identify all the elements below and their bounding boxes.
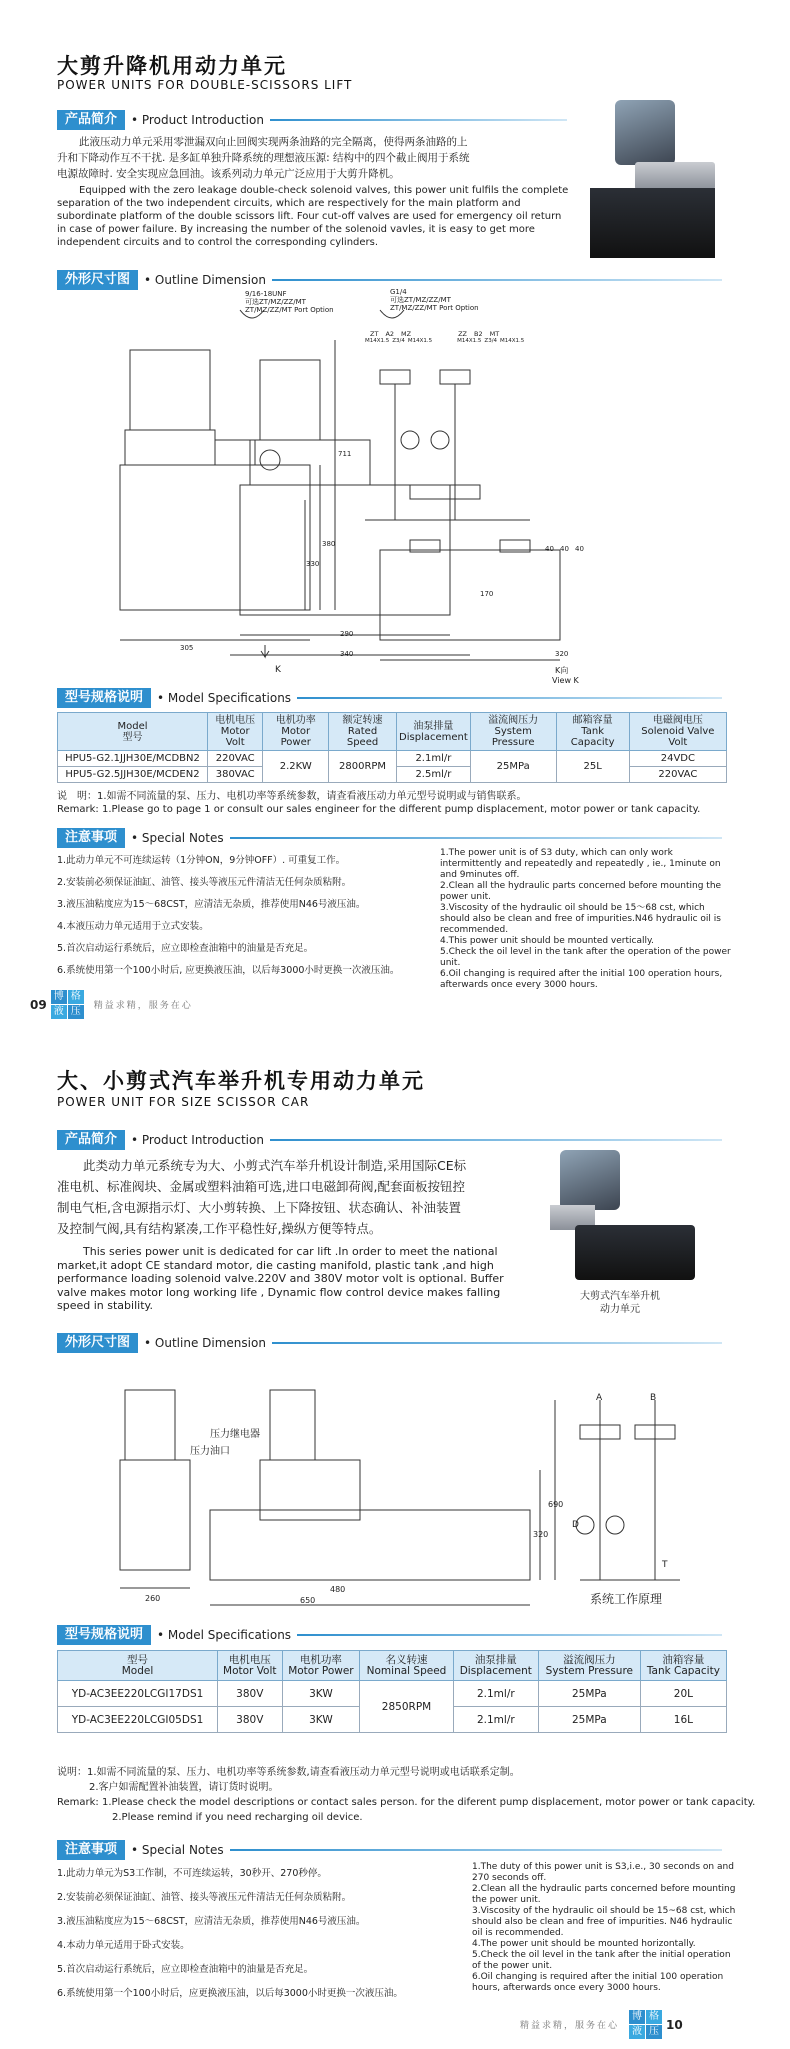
header-text: 额定转速 [342, 715, 383, 726]
dim-label: 690 [548, 1500, 564, 1509]
cell-disp: 2.1ml/r [453, 1707, 538, 1733]
section-tag-en: • Product Introduction [131, 113, 264, 127]
logo-char: 博 [51, 990, 67, 1004]
section1-title: 大剪升降机用动力单元 [57, 54, 287, 78]
cell-model: HPU5-G2.1JJH30E/MCDBN2 [58, 751, 208, 767]
cell-pressure: 25MPa [470, 751, 556, 783]
section-tag: 产品简介 [57, 1130, 125, 1150]
section2-spec-header [57, 1625, 722, 1645]
section1-notes-en [440, 848, 735, 991]
port-label: ZT/MZ/ZZ/MT Port Option [390, 304, 479, 312]
section-tag-en: • Model Specifications [157, 1628, 292, 1642]
cell-speed: 2800RPM [329, 751, 397, 783]
logo-char: 格 [68, 990, 84, 1004]
logo-char: 博 [629, 2010, 645, 2024]
header-text: 溢流阀压力 [563, 1653, 616, 1666]
motor-icon [431, 431, 449, 449]
company-logo [629, 2010, 662, 2039]
section-tag: 外形尺寸图 [57, 270, 138, 290]
intro-line: 电源故障时. 安全实现应急回油。该系列动力单元广泛应用于大剪升降机。 [57, 168, 400, 180]
cell-model: HPU5-G2.5JJH30E/MCDEN2 [58, 767, 208, 783]
section-tag-en: • Outline Dimension [144, 1336, 266, 1350]
valve-sublabel: Z3/4 [392, 338, 405, 344]
remark-en: 2.Please remind if you need recharging oil device. [112, 1812, 363, 1823]
divider [272, 279, 722, 281]
valve-sublabel: M14X1.5 [407, 338, 433, 344]
intro-line: 升和下降动作互不干扰. 是多缸单独升降系统的理想液压源: 结构中的四个截止阀用于系统 [57, 152, 470, 164]
section-tag: 注意事项 [57, 828, 125, 848]
section1-intro-cn [57, 134, 572, 182]
section1-intro-en: Equipped with the zero leakage double-check solenoid valves, this power unit fulfils the complete separation of the two independent circuits, which are respectively for the main platform and subordinate platform of the double scissors lift. Four cut-off valves are used for emergency oil return in case of power failure. By increasing the number of the solenoid vavles, it is easy to get more independent circuits and to control the corresponding cylinders. [57, 185, 569, 248]
valve-label: A2 [385, 330, 395, 338]
cell-valve: 220VAC [629, 767, 726, 783]
power-unit-photo [585, 100, 720, 260]
dim-label: 340 [340, 650, 354, 658]
valve-label: ZT [370, 330, 379, 338]
dim-label: 711 [338, 450, 352, 458]
dim-label: 480 [330, 1585, 346, 1594]
table-header-row [58, 1651, 727, 1681]
slogan: 精益求精，服务在心 [520, 2021, 620, 2031]
header-text: 电机功率 [275, 715, 316, 726]
hydraulic-schematic [365, 370, 530, 520]
note-item: 3.Viscosity of the hydraulic oil should be 15~68 cst, which should also be clean and free of impurities. N46 hydraulic oil is recommended. [472, 1906, 736, 1938]
intro-line: 此类动力单元系统专为大、小剪式汽车举升机设计制造,采用国际CE标 [83, 1158, 467, 1173]
caption-line: 动力单元 [600, 1304, 640, 1315]
cell-pressure: 25MPa [538, 1681, 640, 1707]
valve-sublabel: Z3/4 [484, 338, 498, 344]
section2-notes-header [57, 1840, 722, 1860]
cell-model: YD-AC3EE220LCGI17DS1 [58, 1681, 218, 1707]
note-item: 5.Check the oil level in the tank after the operation of the power unit. [440, 947, 731, 968]
section2-intro-header [57, 1130, 722, 1150]
car-lift-power-unit-photo [535, 1150, 700, 1285]
header-text: Motor Power [280, 726, 311, 748]
note-item: 1.The power unit is of S3 duty, which can only work intermittently and repeatedly and repeatedly , ie., 1minute on and 9minutes off. [440, 848, 721, 880]
cell-volt: 220VAC [208, 751, 263, 767]
cell-valve: 24VDC [629, 751, 726, 767]
logo-char: 压 [646, 2025, 662, 2039]
dim-label: 330 [306, 560, 320, 568]
note-item: 5.Check the oil level in the tank after the initial operation of the power unit. [472, 1950, 731, 1971]
intro-line: 制电气柜,含电源指示灯、大小剪转换、上下降按钮、状态确认、补油装置 [57, 1200, 461, 1215]
section1-spec-table [57, 712, 727, 783]
header-text: Rated Speed [346, 726, 379, 748]
dim-label: 40 [575, 545, 584, 553]
cell-tank: 25L [556, 751, 629, 783]
divider [297, 697, 722, 699]
port-label: 可选ZT/MZ/ZZ/MT [390, 296, 451, 304]
cell-speed: 2850RPM [360, 1681, 453, 1733]
intro-line: 准电机、标准阀块、金属或塑料油箱可选,进口电磁卸荷阀,配套面板按钮控 [57, 1179, 465, 1194]
intro-line: 及控制气阀,具有结构紧凑,工作平稳性好,操纵方便等特点。 [57, 1221, 382, 1236]
header-text: Displacement [459, 1664, 532, 1677]
dim-label: K [275, 665, 281, 675]
page-footer-09 [30, 990, 193, 1019]
header-text: 型号 [127, 1653, 148, 1666]
cell-disp: 2.5ml/r [397, 767, 471, 783]
port-label: 9/16-18UNF [245, 290, 287, 298]
page-number: 09 [30, 997, 47, 1012]
column-header [58, 1651, 218, 1681]
note-item: 4.The power unit should be mounted horizontally. [472, 1939, 696, 1949]
note-item: 6.系统使用第一个100小时后, 应更换液压油，以后每3000小时更换一次液压油。 [57, 965, 400, 976]
valve-label: B2 [474, 330, 483, 338]
tank-outline [210, 1510, 530, 1580]
motor-outline [130, 350, 210, 430]
note-item: 6.系统使用第一个100小时后，应更换液压油，以后每3000小时更换一次液压油。 [57, 1988, 403, 1999]
section1-remarks [57, 790, 747, 816]
note-item: 3.液压油粘度应为15～68CST，应清洁无杂质，推荐使用N46号液压油。 [57, 899, 366, 910]
cell-power: 3KW [282, 1681, 360, 1707]
section-tag: 注意事项 [57, 1840, 125, 1860]
note-item: 2.安装前必须保证油缸、油管、接头等液压元件清洁无任何杂质粘附。 [57, 877, 352, 888]
section2-notes-en [472, 1862, 742, 1994]
note-item: 6.Oil changing is required after the initial 100 operation hours, afterwards once every 3000 hours. [472, 1972, 724, 1993]
header-text: 油泵排量 [474, 1653, 517, 1666]
port-label: 可选ZT/MZ/ZZ/MT [245, 298, 306, 306]
header-text: 油泵排量 [413, 720, 454, 732]
section2-remarks [57, 1765, 757, 1825]
remark-en: Remark: 1.Please go to page 1 or consult our sales engineer for the different pump displacement, motor power or tank capacity. [57, 804, 701, 815]
note-item: 6.Oil changing is required after the initial 100 operation hours, afterwards once every 3000 hours. [440, 969, 723, 990]
cell-tank: 16L [640, 1707, 726, 1733]
column-header [360, 1651, 453, 1681]
column-header [218, 1651, 283, 1681]
fitting-icon [380, 310, 404, 318]
column-header [470, 713, 556, 751]
table-header-row [58, 713, 727, 751]
header-text: 型号 [122, 731, 143, 743]
valve-sublabel: M14X1.5 [500, 338, 525, 344]
logo-char: 液 [51, 1005, 67, 1019]
header-text: 油箱容量 [662, 1653, 705, 1666]
header-text: Motor Volt [220, 726, 250, 748]
remark-cn: 说 明：1.如需不同流量的泵、压力、电机功率等系统参数，请查看液压动力单元型号说明或与销售联系。 [57, 791, 527, 802]
header-text: 电机电压 [215, 715, 256, 726]
section1-subtitle: POWER UNITS FOR DOUBLE-SCISSORS LIFT [57, 78, 353, 92]
motor-outline [270, 1390, 315, 1460]
dim-label: 305 [180, 644, 194, 652]
section2-title: 大、小剪式汽车举升机专用动力单元 [57, 1069, 425, 1093]
column-header [629, 713, 726, 751]
page-number: 10 [666, 2017, 683, 2032]
header-text: Nominal Speed [366, 1664, 447, 1677]
remark-cn: 2.客户如需配置补油装置，请订货时说明。 [89, 1782, 279, 1793]
photo-caption [580, 1290, 660, 1316]
relay-label: 压力继电器 [210, 1429, 260, 1440]
valve-label: ZZ [458, 330, 467, 338]
column-header [453, 1651, 538, 1681]
section-tag: 产品简介 [57, 110, 125, 130]
section2-subtitle: POWER UNIT FOR SIZE SCISSOR CAR [57, 1095, 310, 1109]
section1-spec-header [57, 688, 722, 708]
dim-label: 40 [560, 545, 569, 553]
note-item: 1.此动力单元不可连续运转（1分钟ON，9分钟OFF）. 可重复工作。 [57, 855, 346, 866]
remark-en: Remark: 1.Please check the model descriptions or contact sales person. for the diferent pump displacement, motor power or tank capacity. [57, 1797, 756, 1808]
bottom-view [380, 550, 560, 640]
dim-label: 260 [145, 1594, 161, 1603]
section1-notes-cn [57, 850, 437, 982]
port-label: B [650, 1393, 657, 1403]
hydraulic-circuit [576, 1400, 680, 1580]
header-text: System Pressure [545, 1664, 633, 1677]
remark-cn: 说明：1.如需不同流量的泵、压力、电机功率等系统参数,请查看液压动力单元型号说明或电话联系定制。 [57, 1767, 520, 1778]
column-header [397, 713, 471, 751]
header-text: Model [117, 720, 148, 732]
header-text: Model [121, 1664, 154, 1677]
section-tag: 型号规格说明 [57, 688, 151, 708]
port-label: D [572, 1520, 579, 1530]
port-label: T [662, 1560, 668, 1570]
header-text: System Pressure [491, 726, 535, 748]
note-item: 3.液压油粘度应为15～68CST，应清洁无杂质，推荐使用N46号液压油。 [57, 1916, 366, 1927]
valve-labels [370, 330, 499, 338]
section1-outline-drawing [110, 300, 730, 690]
dim-label: 320 [555, 650, 569, 658]
section2-intro-cn [57, 1155, 517, 1239]
dim-label: 170 [480, 590, 494, 598]
section1-notes-header [57, 828, 722, 848]
header-text: 电磁阀电压 [652, 715, 703, 726]
cell-tank: 20L [640, 1681, 726, 1707]
dim-label: 290 [340, 630, 354, 638]
dim-label: 320 [533, 1530, 549, 1539]
section2-notes-cn [57, 1862, 462, 2006]
note-item: 4.This power unit should be mounted vertically. [440, 936, 654, 946]
section-tag: 外形尺寸图 [57, 1333, 138, 1353]
tank-outline [120, 1460, 190, 1570]
header-text: 溢流阀压力 [488, 715, 539, 726]
tank-outline [120, 465, 310, 610]
table-row [58, 751, 727, 767]
cell-power: 3KW [282, 1707, 360, 1733]
cell-disp: 2.1ml/r [453, 1681, 538, 1707]
section2-outline-header [57, 1333, 722, 1353]
cell-pressure: 25MPa [538, 1707, 640, 1733]
motor-outline [125, 1390, 175, 1460]
note-item: 4.本液压动力单元适用于立式安装。 [57, 921, 209, 932]
logo-char: 压 [68, 1005, 84, 1019]
dim-label: 40 [545, 545, 554, 553]
column-header [263, 713, 329, 751]
note-item: 1.此动力单元为S3工作制，不可连续运转，30秒开、270秒停。 [57, 1868, 327, 1879]
note-item: 5.首次启动运行系统后，应立即检查油箱中的油量是否充足。 [57, 1964, 314, 1975]
divider [230, 837, 722, 839]
column-header [282, 1651, 360, 1681]
cell-volt: 380V [218, 1681, 283, 1707]
valve-label: MT [489, 330, 500, 338]
column-header [58, 713, 208, 751]
divider [270, 1139, 722, 1141]
cell-volt: 380VAC [208, 767, 263, 783]
pump-icon [401, 431, 419, 449]
dim-label: 650 [300, 1596, 316, 1605]
section-tag-en: • Special Notes [131, 831, 224, 845]
note-item: 4.本动力单元适用于卧式安装。 [57, 1940, 190, 1951]
note-item: 3.Viscosity of the hydraulic oil should be 15～68 cst, which should also be clean and free of impurities.N46 hydraulic oil is recommended. [440, 903, 721, 935]
header-text: 电机电压 [228, 1653, 271, 1666]
section-tag-en: • Special Notes [131, 1843, 224, 1857]
port-label: 压力油口 [190, 1446, 230, 1457]
dim-label: 380 [322, 540, 336, 548]
cell-power: 2.2KW [263, 751, 329, 783]
circuit-caption: 系统工作原理 [590, 1592, 663, 1606]
note-item: 5.首次启动运行系统后，应立即检查油箱中的油量是否充足。 [57, 943, 314, 954]
slogan: 精益求精，服务在心 [93, 1001, 193, 1011]
note-item: 2.安装前必须保证油缸、油管、接头等液压元件清洁无任何杂质粘附。 [57, 1892, 352, 1903]
cell-volt: 380V [218, 1707, 283, 1733]
section-tag-en: • Model Specifications [157, 691, 292, 705]
column-header [640, 1651, 726, 1681]
company-logo [51, 990, 84, 1019]
divider [297, 1634, 722, 1636]
note-item: 2.Clean all the hydraulic parts concerned before mounting the power unit. [440, 881, 722, 902]
port-label: A [596, 1393, 603, 1403]
header-text: Displacement [399, 731, 468, 743]
note-item: 2.Clean all the hydraulic parts concerned before mounting the power unit. [472, 1884, 736, 1905]
divider [230, 1849, 722, 1851]
logo-char: 液 [629, 2025, 645, 2039]
port-label: G1/4 [390, 288, 407, 296]
header-text: Motor Power [288, 1664, 354, 1677]
table-row [58, 1681, 727, 1707]
divider [270, 119, 567, 121]
section2-spec-table [57, 1650, 727, 1733]
header-text: Solenoid Valve Volt [641, 726, 715, 748]
section-tag: 型号规格说明 [57, 1625, 151, 1645]
column-header [329, 713, 397, 751]
section2-intro-en: This series power unit is dedicated for car lift .In order to meet the national market,it adopt CE standard motor, die casting manifold, plastic tank ,and high performance loading solenoid valve.220V and 380V motor volt is optional. Buffer valve makes motor long working life , Dynamic flow control device makes falling speed in stability. [57, 1245, 504, 1312]
pump-icon [606, 1516, 624, 1534]
fitting-icon [240, 310, 264, 318]
gauge-icon [260, 450, 280, 470]
cell-model: YD-AC3EE220LCGI05DS1 [58, 1707, 218, 1733]
section-tag-en: • Outline Dimension [144, 273, 266, 287]
header-text: 邮箱容量 [572, 715, 613, 726]
valve-sublabels [365, 338, 524, 344]
divider [272, 1342, 722, 1344]
port-label: ZT/MZ/ZZ/MT Port Option [245, 306, 334, 314]
valve-sublabel: M14X1.5 [365, 338, 390, 344]
view-label: K向 [555, 666, 569, 675]
section2-outline-drawing [110, 1360, 710, 1610]
valve-sublabel: M14X1.5 [457, 338, 482, 344]
intro-line: 此液压动力单元采用零泄漏双向止回阀实现两条油路的完全隔离，使得两条油路的上 [79, 136, 468, 148]
column-header [538, 1651, 640, 1681]
header-text: 名义转速 [385, 1653, 428, 1666]
logo-char: 格 [646, 2010, 662, 2024]
valve-label: MZ [401, 330, 412, 338]
caption-line: 大剪式汽车举升机 [580, 1291, 660, 1302]
cell-disp: 2.1ml/r [397, 751, 471, 767]
section1-intro-header [57, 110, 567, 130]
section-tag-en: • Product Introduction [131, 1133, 264, 1147]
motor-outline [260, 360, 320, 440]
header-text: 电机功率 [299, 1653, 342, 1666]
header-text: Tank Capacity [570, 726, 615, 748]
note-item: 1.The duty of this power unit is S3,i.e., 30 seconds on and 270 seconds off. [472, 1862, 734, 1883]
column-header [556, 713, 629, 751]
view-label: View K [552, 676, 579, 685]
page-footer-10 [520, 2010, 683, 2039]
column-header [208, 713, 263, 751]
header-text: Tank Capacity [646, 1664, 720, 1677]
header-text: Motor Volt [223, 1664, 277, 1677]
section1-outline-header [57, 270, 722, 290]
